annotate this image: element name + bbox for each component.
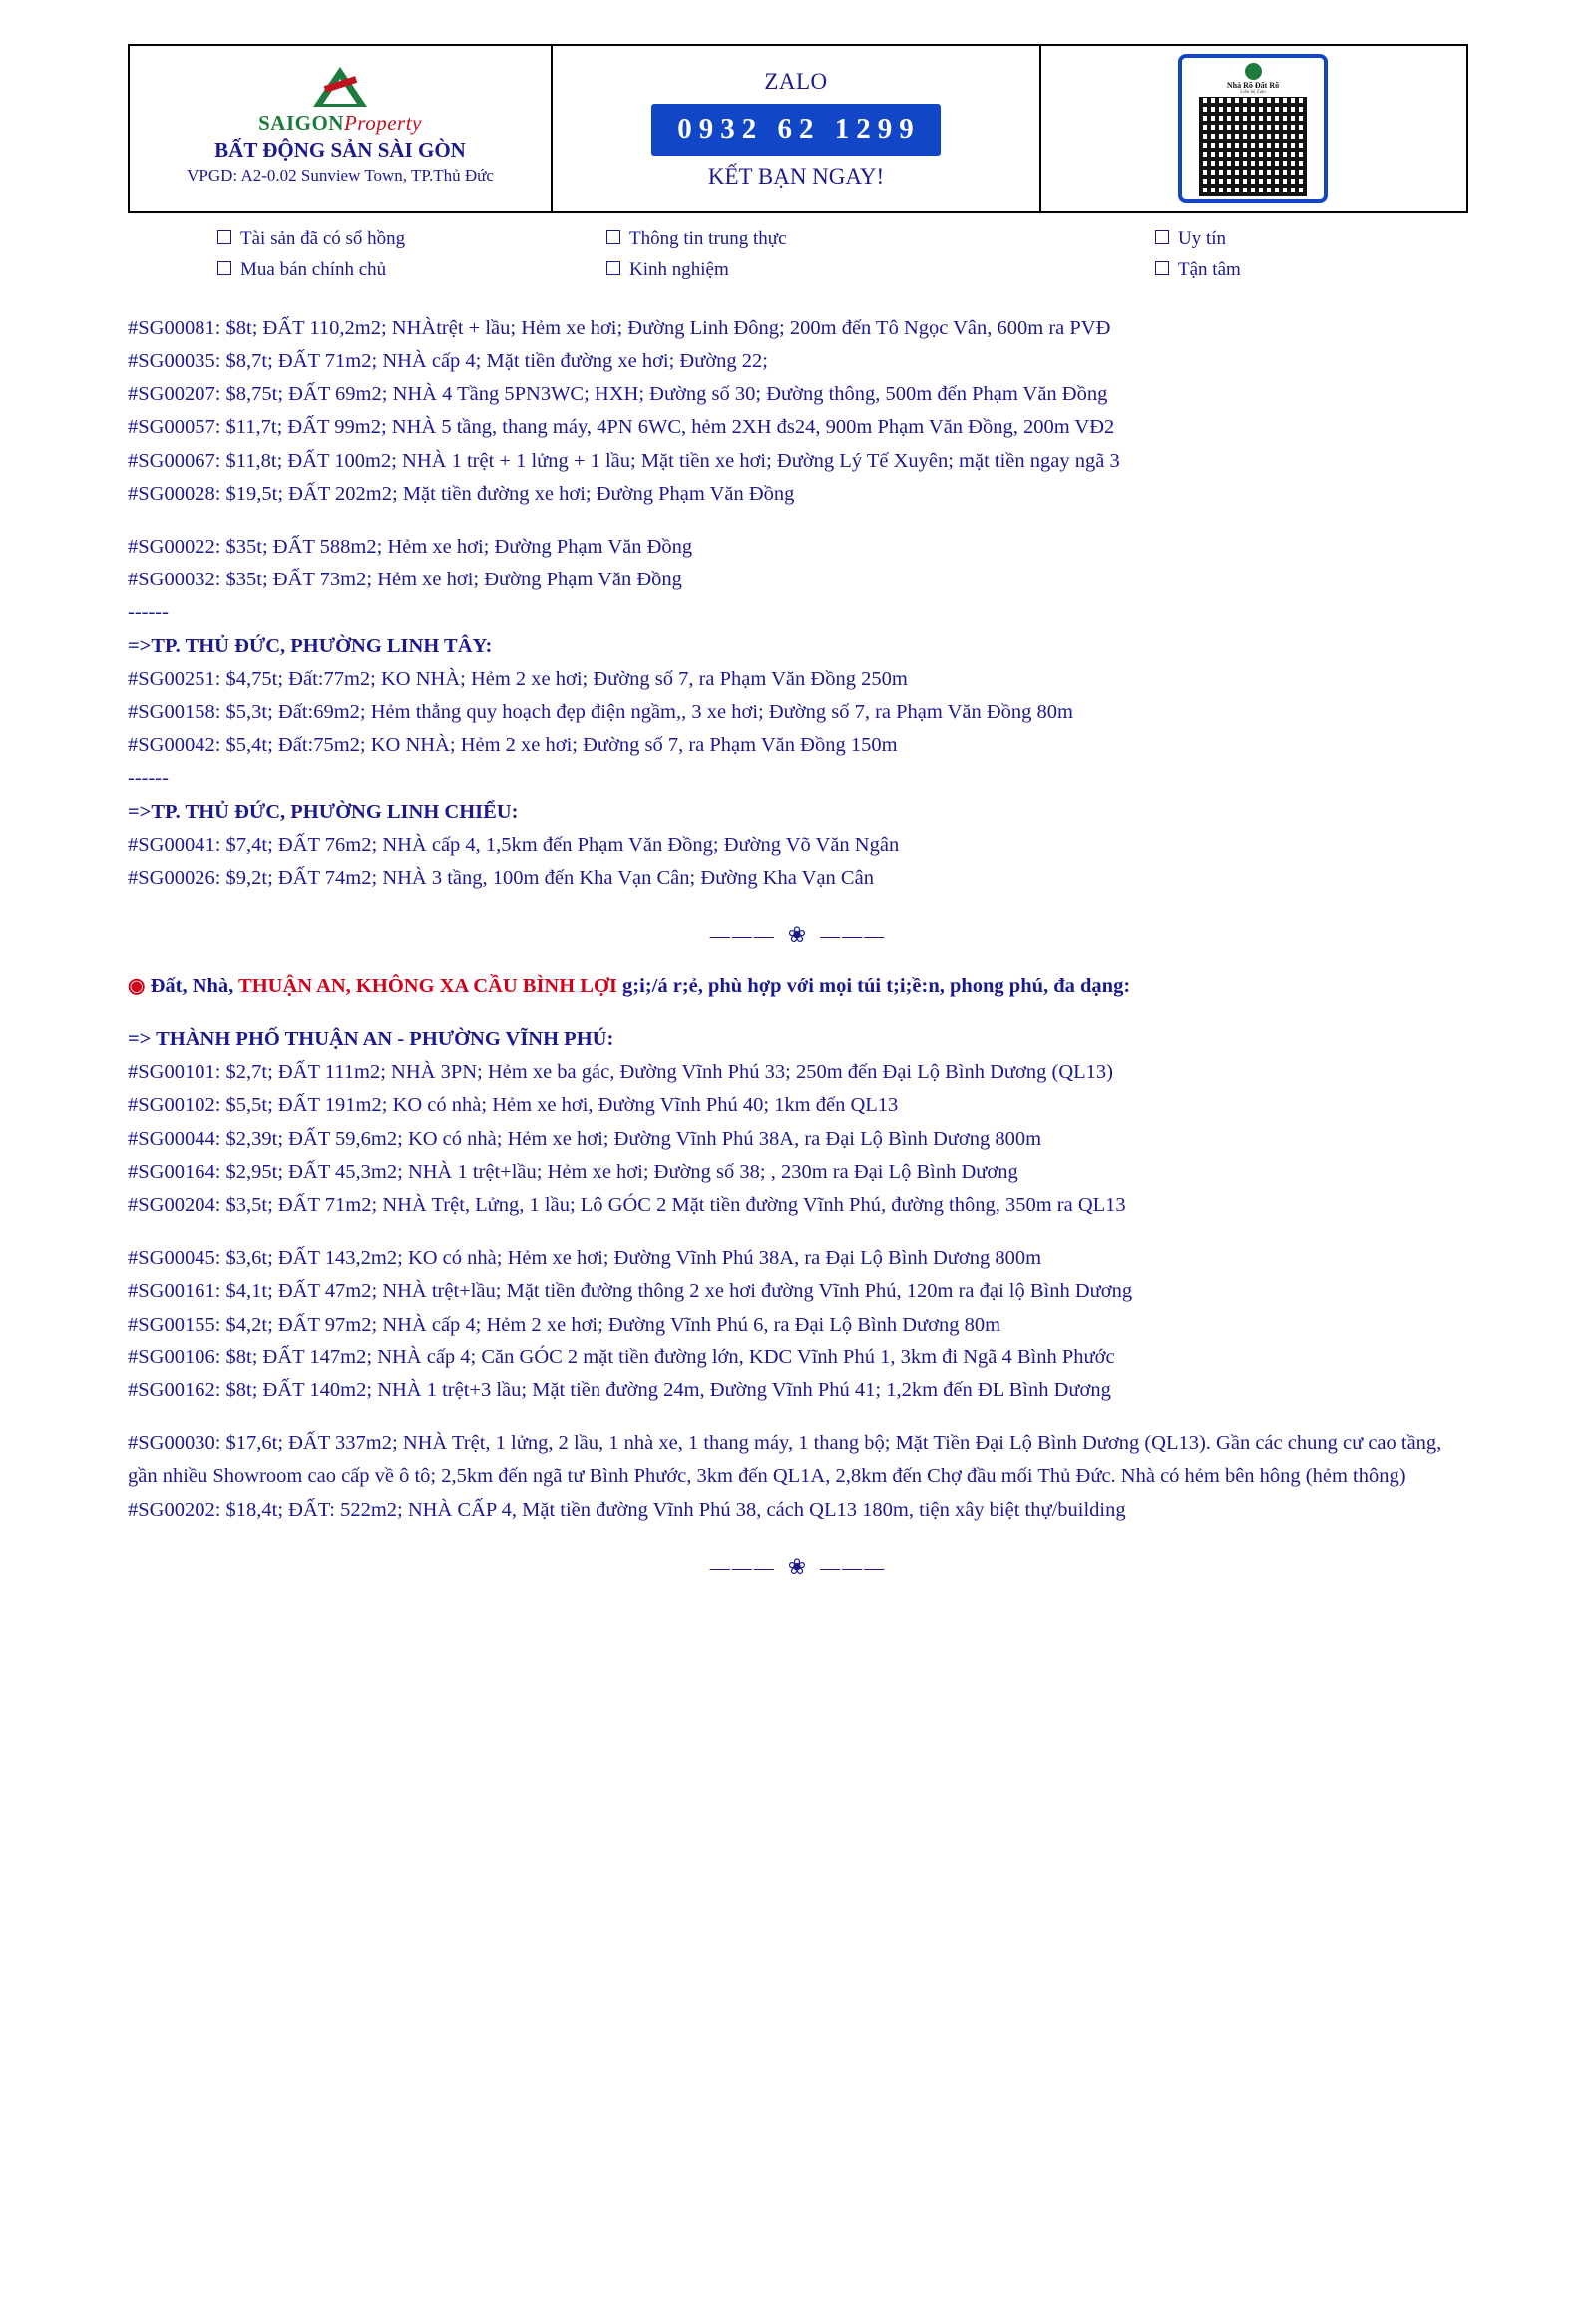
bullet-label: Thông tin trung thực xyxy=(629,228,787,249)
listing-item: #SG00161: $4,1t; ĐẤT 47m2; NHÀ trệt+lầu; Mặt tiền đường thông 2 xe hơi đường Vĩnh Phú, 120m ra đại lộ Bình Dương xyxy=(128,1280,1133,1303)
listing-item: #SG00042: $5,4t; Đất:75m2; KO NHÀ; Hẻm 2 xe hơi; Đường số 7, ra Phạm Văn Đồng 150m xyxy=(128,734,898,757)
bullet-item xyxy=(217,223,606,254)
flower-icon: ❀ xyxy=(787,922,809,948)
section-heading-linh-chieu: =>TP. THỦ ĐỨC, PHƯỜNG LINH CHIỂU: xyxy=(128,800,519,823)
header-banner xyxy=(128,44,1468,213)
listing-item: #SG00251: $4,75t; Đất:77m2; KO NHÀ; Hẻm 2 xe hơi; Đường số 7, ra Phạm Văn Đồng 250m xyxy=(128,667,908,690)
qr-code-image xyxy=(1199,97,1307,196)
listing-item: #SG00057: $11,7t; ĐẤT 99m2; NHÀ 5 tầng, thang máy, 4PN 6WC, hẻm 2XH đs24, 900m Phạm Văn Đồng, 200m VĐ2 xyxy=(128,416,1115,439)
promo-highlight: THUẬN AN, KHÔNG XA CẦU BÌNH LỢI xyxy=(238,974,617,997)
bullet-label: Kinh nghiệm xyxy=(629,259,729,281)
qr-title: Nhà Rõ Đất Rõ xyxy=(1226,81,1280,90)
promo-prefix: Đất, Nhà, xyxy=(150,974,239,997)
zalo-label: ZALO xyxy=(764,68,828,94)
spacer xyxy=(128,1222,1468,1242)
triangle-logo-icon xyxy=(311,67,369,111)
promo-suffix: g;i;/á r;ẻ, phù hợp với mọi túi t;i;ề:n, phong phú, đa dạng: xyxy=(616,974,1131,997)
listing-item: #SG00202: $18,4t; ĐẤT: 522m2; NHÀ CẤP 4, Mặt tiền đường Vĩnh Phú 38, cách QL13 180m, tiện xây biệt thự/building xyxy=(128,1498,1126,1521)
checkbox-icon xyxy=(217,230,231,244)
listing-item: #SG00158: $5,3t; Đất:69m2; Hẻm thẳng quy hoạch đẹp điện ngầm,, 3 xe hơi; Đường số 7, ra Phạm Văn Đồng 80m xyxy=(128,700,1073,723)
target-icon: ◉ xyxy=(128,974,146,997)
listing-item: #SG00028: $19,5t; ĐẤT 202m2; Mặt tiền đường xe hơi; Đường Phạm Văn Đồng xyxy=(128,482,795,505)
qr-logo-icon xyxy=(1245,63,1262,80)
brand-secondary: Property xyxy=(343,111,422,136)
listing-item: #SG00101: $2,7t; ĐẤT 111m2; NHÀ 3PN; Hẻm xe ba gác, Đường Vĩnh Phú 33; 250m đến Đại Lộ Bình Dương (QL13) xyxy=(128,1061,1113,1084)
bullet-label: Tận tâm xyxy=(1178,259,1241,281)
spacer xyxy=(128,1003,1468,1023)
feature-bullets xyxy=(128,223,1468,286)
listing-item: #SG00207: $8,75t; ĐẤT 69m2; NHÀ 4 Tầng 5PN3WC; HXH; Đường số 30; Đường thông, 500m đến Phạm Văn Đồng xyxy=(128,383,1108,406)
ornament-divider: ——— ❀ ——— xyxy=(709,1553,887,1579)
spacer xyxy=(128,1407,1468,1427)
listing-item: #SG00041: $7,4t; ĐẤT 76m2; NHÀ cấp 4, 1,5km đến Phạm Văn Đồng; Đường Võ Văn Ngân xyxy=(128,833,900,856)
qr-subtitle: Liên hệ Zalo xyxy=(1240,90,1266,95)
listing-item: #SG00032: $35t; ĐẤT 73m2; Hẻm xe hơi; Đường Phạm Văn Đồng xyxy=(128,569,682,591)
checkbox-icon xyxy=(1155,230,1169,244)
bullet-item xyxy=(606,223,1075,254)
listing-item: #SG00162: $8t; ĐẤT 140m2; NHÀ 1 trệt+3 lầu; Mặt tiền đường 24m, Đường Vĩnh Phú 41; 1,2km đến ĐL Bình Dương xyxy=(128,1379,1111,1401)
flower-icon: ❀ xyxy=(787,1553,809,1579)
brand-wordmark xyxy=(258,113,422,134)
bullet-label: Mua bán chính chủ xyxy=(240,259,387,281)
checkbox-icon xyxy=(606,230,620,244)
section-divider: ------ xyxy=(128,767,169,790)
checkbox-icon xyxy=(217,261,231,275)
bullet-item xyxy=(217,254,606,285)
company-logo xyxy=(258,67,422,134)
checkbox-icon xyxy=(1155,261,1169,275)
spacer xyxy=(128,511,1468,531)
document-page xyxy=(0,44,1596,2299)
listing-body xyxy=(128,312,1468,1585)
brand-primary: SAIGON xyxy=(258,111,344,136)
zalo-cta-text: KẾT BẠN NGAY! xyxy=(707,163,885,189)
listing-item: #SG00044: $2,39t; ĐẤT 59,6m2; KO có nhà; Hẻm xe hơi; Đường Vĩnh Phú 38A, ra Đại Lộ Bình Dương 800m xyxy=(128,1127,1042,1150)
company-block xyxy=(130,46,553,211)
bullet-item xyxy=(606,254,1075,285)
listing-item: #SG00155: $4,2t; ĐẤT 97m2; NHÀ cấp 4; Hẻm 2 xe hơi; Đường Vĩnh Phú 6, ra Đại Lộ Bình Dương 80m xyxy=(128,1313,1001,1336)
section-heading-vinh-phu: => THÀNH PHỐ THUẬN AN - PHƯỜNG VĨNH PHÚ: xyxy=(128,1027,614,1050)
listing-item: #SG00030: $17,6t; ĐẤT 337m2; NHÀ Trệt, 1 lửng, 2 lầu, 1 nhà xe, 1 thang máy, 1 thang bộ; Mặt Tiền Đại Lộ Bình Dương (QL13). Gần các chung cư cao tầng, gần nhiều Showroom cao cấp về ô tô; 2,5km đến ngã tư Bình Phước, 3km đến QL1A, 2,8km đến Chợ đầu mối Thủ Đức. Nhà có hẻm bên hông (hẻm thông) xyxy=(128,1432,1442,1488)
listing-item: #SG00022: $35t; ĐẤT 588m2; Hẻm xe hơi; Đường Phạm Văn Đồng xyxy=(128,535,693,558)
listing-item: #SG00045: $3,6t; ĐẤT 143,2m2; KO có nhà; Hẻm xe hơi; Đường Vĩnh Phú 38A, ra Đại Lộ Bình Dương 800m xyxy=(128,1247,1042,1270)
section-heading-linh-tay: =>TP. THỦ ĐỨC, PHƯỜNG LINH TÂY: xyxy=(128,634,493,657)
bullet-label: Tài sản đã có sổ hồng xyxy=(240,228,406,249)
zalo-block xyxy=(553,46,1041,211)
listing-item: #SG00102: $5,5t; ĐẤT 191m2; KO có nhà; Hẻm xe hơi, Đường Vĩnh Phú 40; 1km đến QL13 xyxy=(128,1094,899,1117)
listing-item: #SG00106: $8t; ĐẤT 147m2; NHÀ cấp 4; Căn GÓC 2 mặt tiền đường lớn, KDC Vĩnh Phú 1, 3km đi Ngã 4 Bình Phước xyxy=(128,1345,1115,1368)
section-divider: ------ xyxy=(128,601,169,624)
company-address: VPGD: A2-0.02 Sunview Town, TP.Thủ Đức xyxy=(187,166,494,186)
bullets-column-3 xyxy=(1075,223,1468,286)
ornament-divider: ——— ❀ ——— xyxy=(709,922,887,948)
bullet-label: Uy tín xyxy=(1178,228,1227,249)
listing-item: #SG00026: $9,2t; ĐẤT 74m2; NHÀ 3 tầng, 100m đến Kha Vạn Cân; Đường Kha Vạn Cân xyxy=(128,866,874,889)
bullets-column-1 xyxy=(128,223,606,286)
phone-number[interactable]: 0932 62 1299 xyxy=(651,104,941,156)
qr-block xyxy=(1041,46,1464,211)
listing-item: #SG00035: $8,7t; ĐẤT 71m2; NHÀ cấp 4; Mặt tiền đường xe hơi; Đường 22; xyxy=(128,349,768,372)
bullets-column-2 xyxy=(606,223,1075,286)
bullet-item xyxy=(1155,254,1468,285)
listing-item: #SG00204: $3,5t; ĐẤT 71m2; NHÀ Trệt, Lửng, 1 lầu; Lô GÓC 2 Mặt tiền đường Vĩnh Phú, đường thông, 350m ra QL13 xyxy=(128,1193,1126,1216)
company-name: BẤT ĐỘNG SẢN SÀI GÒN xyxy=(214,138,466,163)
promo-line xyxy=(128,970,1468,1003)
listing-item: #SG00067: $11,8t; ĐẤT 100m2; NHÀ 1 trệt + 1 lửng + 1 lầu; Mặt tiền xe hơi; Đường Lý Tế Xuyên; mặt tiền ngay ngã 3 xyxy=(128,449,1120,472)
checkbox-icon xyxy=(606,261,620,275)
listing-item: #SG00164: $2,95t; ĐẤT 45,3m2; NHÀ 1 trệt+lầu; Hẻm xe hơi; Đường số 38; , 230m ra Đại Lộ Bình Dương xyxy=(128,1160,1018,1183)
listing-item: #SG00081: $8t; ĐẤT 110,2m2; NHÀtrệt + lầu; Hẻm xe hơi; Đường Linh Đông; 200m đến Tô Ngọc Vân, 600m ra PVĐ xyxy=(128,316,1111,339)
bullet-item xyxy=(1155,223,1468,254)
qr-card[interactable] xyxy=(1178,54,1328,203)
